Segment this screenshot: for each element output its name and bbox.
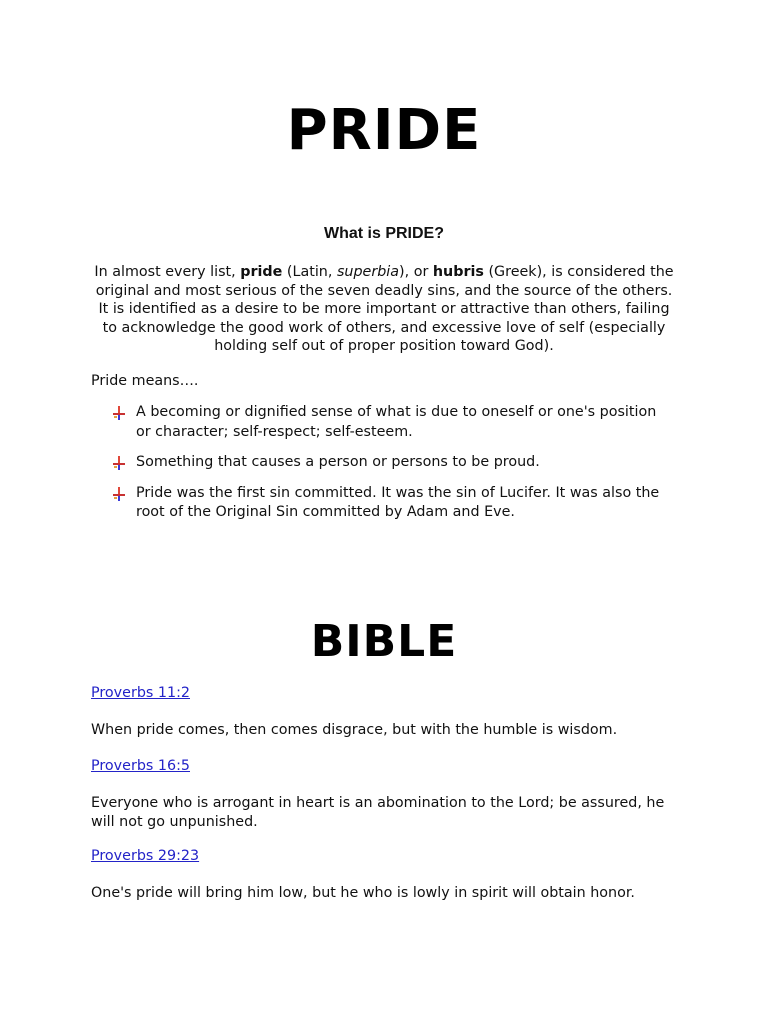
section-subheading: What is PRIDE?: [323, 225, 444, 242]
intro-italic-superbia: superbia: [336, 264, 400, 280]
list-item: [110, 453, 670, 473]
means-label: Pride means….: [91, 373, 199, 389]
intro-text-3: ), or: [399, 264, 433, 280]
page-title-bible: BIBLE: [310, 616, 458, 667]
verse-link-proverbs-16-5[interactable]: Proverbs 16:5: [91, 758, 190, 774]
list-item: [110, 403, 670, 442]
page-title-pride: PRIDE: [286, 98, 482, 163]
meanings-list: [110, 403, 670, 523]
pin-bullet-icon: [112, 406, 126, 420]
verse-text: One's pride will bring him low, but he who is lowly in spirit will obtain honor.: [91, 885, 635, 901]
list-item-text: Something that causes a person or persons to be proud.: [136, 454, 540, 470]
pin-bullet-icon: [112, 456, 126, 470]
verse-link-proverbs-11-2[interactable]: Proverbs 11:2: [91, 685, 190, 701]
verse-link-proverbs-29-23[interactable]: Proverbs 29:23: [91, 848, 200, 864]
list-item: [110, 484, 670, 523]
intro-text-4: (Greek), is considered the original and most serious of the seven deadly sins, and the source of the others. It is identified as a desire to be more important or attractive than others, failing to acknowledge the good work of others, and excessive love of self (especially holding self out of proper position toward God).: [95, 264, 674, 355]
intro-bold-hubris: hubris: [432, 264, 484, 280]
intro-paragraph: [92, 263, 676, 356]
intro-text-1: In almost every list,: [94, 264, 241, 280]
verse-text: When pride comes, then comes disgrace, but with the humble is wisdom.: [91, 722, 618, 738]
verse-text: Everyone who is arrogant in heart is an abomination to the Lord; be assured, he will not go unpunished.: [91, 795, 665, 830]
intro-text-2: (Latin,: [282, 264, 337, 280]
list-item-text: Pride was the first sin committed. It was the sin of Lucifer. It was also the root of the Original Sin committed by Adam and Eve.: [136, 484, 660, 520]
list-item-text: A becoming or dignified sense of what is due to oneself or one's position or character; self-respect; self-esteem.: [136, 404, 657, 440]
intro-bold-pride: pride: [240, 264, 283, 280]
pin-bullet-icon: [112, 487, 126, 501]
